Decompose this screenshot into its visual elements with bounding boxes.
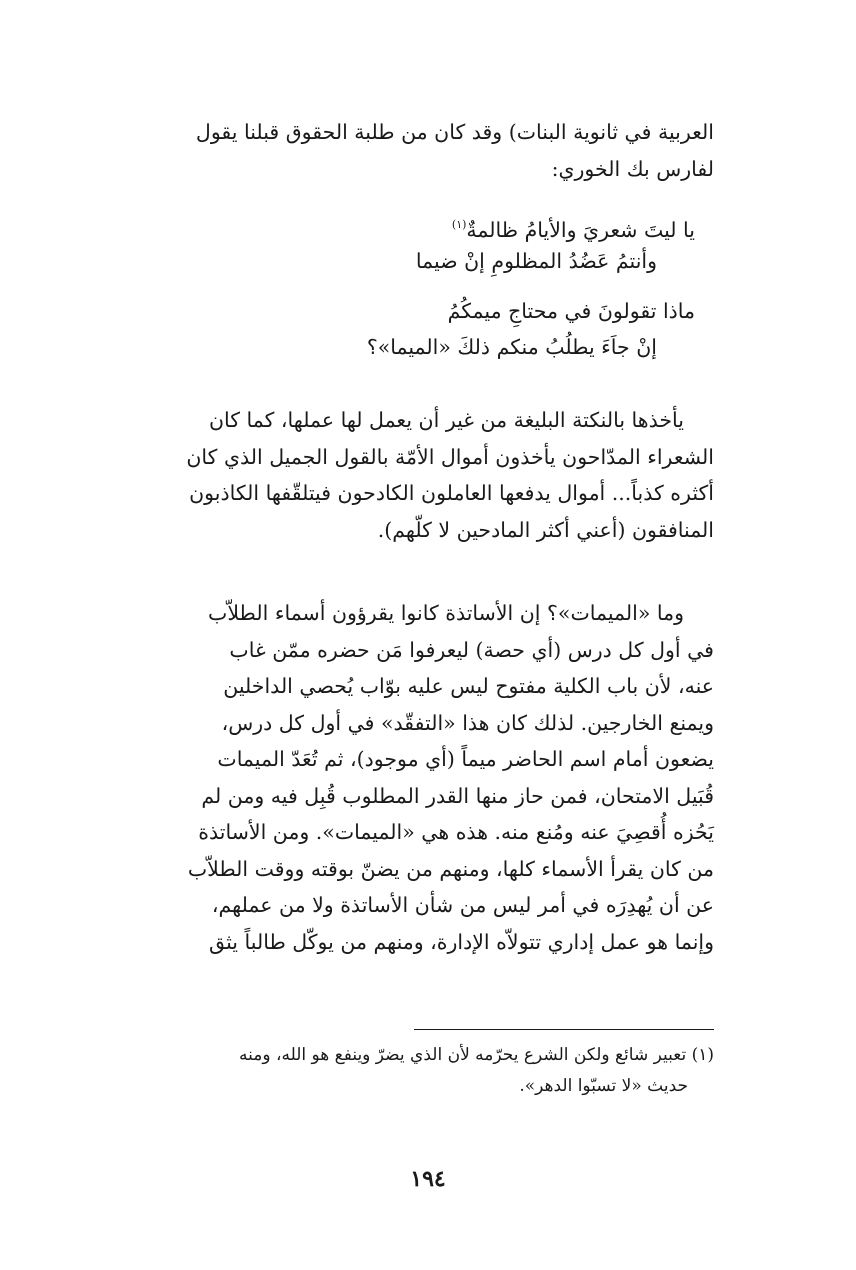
page-number: ١٩٤ [410, 1166, 446, 1192]
text-line: وإنما هو عمل إداري تتولاّه الإدارة، ومنهم من يوكّل طالباً يثق [209, 929, 714, 954]
text-line: يأخذها بالنكتة البليغة من غير أن يعمل لها عملها، كما كان [208, 408, 684, 432]
footnote-line: (١) تعبير شائع ولكن الشرع يحرّمه لأن الذي يضرّ وينفع هو الله، ومنه [239, 1045, 714, 1065]
footnote-line: حديث «لا تسبّوا الدهر». [519, 1076, 688, 1096]
text-line: لفارس بك الخوري: [551, 156, 714, 181]
text-line: وما «الميمات»؟ إن الأساتذة كانوا يقرؤون أسماء الطلاّب [208, 601, 684, 625]
text-line: العربية في ثانوية البنات) وقد كان من طلبة الحقوق قبلنا يقول [195, 120, 714, 144]
footnote-marker: (١) [451, 218, 467, 231]
poem-verse-3: ماذا تقولونَ في محتاجِ ميمكُمُ [447, 299, 695, 323]
text-line: ويمنع الخارجين. لذلك كان هذا «التفقّد» في أول كل درس، [221, 710, 714, 735]
paragraph-2 [141, 595, 714, 960]
text-line: الشعراء المدّاحون يأخذون أموال الأمّة بالقول الجميل الذي كان [186, 444, 714, 469]
poem-verse-4: إنْ جاَءَ يطلُبُ منكم ذلكَ «الميما»؟ [366, 335, 657, 359]
text-line: في أول كل درس (أي حصة) ليعرفوا مَن حضره ممّن غاب [229, 637, 714, 662]
footnote-divider [414, 1029, 714, 1030]
footnote [141, 1040, 714, 1102]
text-line: من كان يقرأ الأسماء كلها، ومنهم من يضنّ بوقته ووقت الطلاّب [187, 856, 714, 881]
text-line: عنه، لأن باب الكلية مفتوح ليس عليه بوّاب يُحصي الداخلين [223, 674, 714, 698]
poem-verse-2: وأنتمُ عَضُدُ المظلومِ إنْ ضيما [415, 249, 657, 273]
paragraph-1 [141, 402, 714, 548]
text-line: عن أن يُهدِرَه في أمر ليس من شأن الأساتذة ولا من عملهم، [211, 893, 714, 917]
text-line: المنافقون (أعني أكثر المادحين لا كلّهم). [377, 517, 714, 542]
text-line: أكثره كذباً... أموال يدفعها العاملون الكادحون فيتلقّفها الكاذبون [189, 481, 714, 505]
text-line: يضعون أمام اسم الحاضر ميماً (أي موجود)، ثم تُعَدّ الميمات [217, 747, 714, 771]
text-line: يَحُزه أُقصِيَ عنه ومُنع منه. هذه هي «الميمات». ومن الأساتذة [198, 820, 714, 844]
poem-verse-1 [452, 207, 695, 248]
verse-text: يا ليتَ شعريَ والأيامُ ظالمةٌ [466, 218, 695, 242]
intro-paragraph [141, 114, 714, 187]
text-line: قُبَيل الامتحان، فمن حاز منها القدر المطلوب قُبِل فيه ومن لم [201, 783, 714, 808]
